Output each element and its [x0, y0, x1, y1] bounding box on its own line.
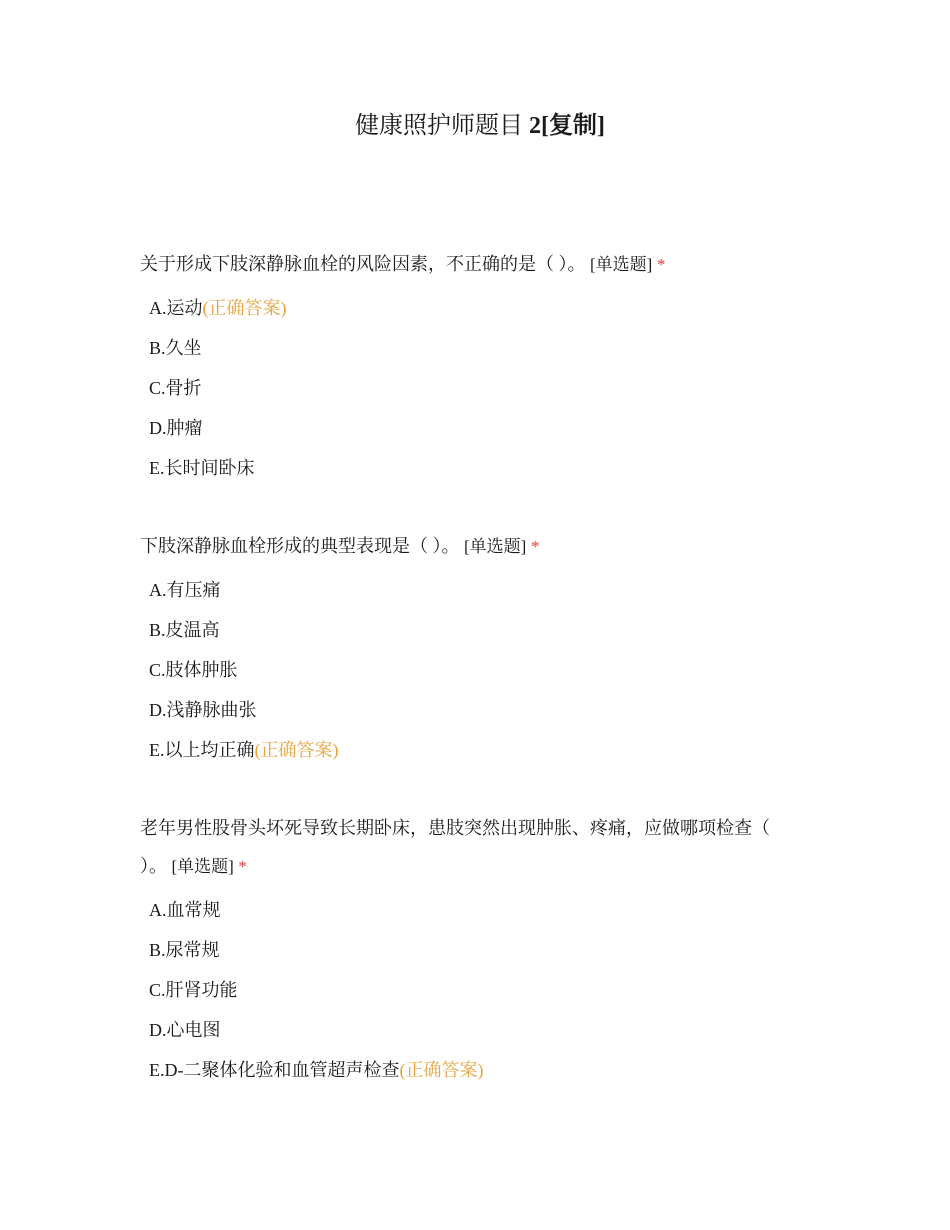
question-3-stem: 老年男性股骨头坏死导致长期卧床，患肢突然出现肿胀、疼痛，应做哪项检查（ ）。: [140, 818, 770, 876]
question-3: [140, 809, 800, 1090]
question-2-text: [140, 527, 800, 566]
question-1-option-b[interactable]: [140, 328, 800, 368]
question-1-option-d[interactable]: [140, 408, 800, 448]
question-1-options: [140, 288, 800, 488]
question-2-option-a[interactable]: [140, 570, 800, 610]
option-label: A.有压痛: [149, 580, 221, 600]
question-3-options: [140, 890, 800, 1090]
question-1-stem: 关于形成下肢深静脉血栓的风险因素，不正确的是（ ）。: [140, 254, 586, 274]
page-title-suffix: [复制]: [541, 113, 605, 139]
option-label: B.皮温高: [149, 620, 220, 640]
question-2-stem: 下肢深静脉血栓形成的典型表现是（ ）。: [140, 536, 460, 556]
question-2-option-e[interactable]: [140, 730, 800, 770]
question-2-option-c[interactable]: [140, 650, 800, 690]
option-label: D.肿瘤: [149, 418, 203, 438]
question-3-option-a[interactable]: [140, 890, 800, 930]
correct-answer-tag: (正确答案): [254, 740, 339, 760]
question-3-option-c[interactable]: [140, 970, 800, 1010]
question-3-option-b[interactable]: [140, 930, 800, 970]
question-2-required-mark: *: [530, 537, 540, 556]
question-1-required-mark: *: [656, 255, 666, 274]
correct-answer-tag: (正确答案): [202, 298, 287, 318]
correct-answer-tag: (正确答案): [399, 1060, 484, 1080]
question-2-option-b[interactable]: [140, 610, 800, 650]
question-2: [140, 527, 800, 770]
question-1-type-tag: [单选题]: [590, 255, 653, 274]
question-3-text: [140, 809, 800, 886]
option-label: E.以上均正确: [149, 740, 255, 760]
option-label: B.尿常规: [149, 940, 220, 960]
option-label: E.D-二聚体化验和血管超声检查: [149, 1060, 400, 1080]
question-3-option-e[interactable]: [140, 1050, 800, 1090]
page-title: [0, 108, 950, 144]
question-1-option-a[interactable]: [140, 288, 800, 328]
question-3-type-tag: [单选题]: [171, 857, 234, 876]
option-label: B.久坐: [149, 338, 202, 358]
question-3-required-mark: *: [238, 857, 247, 876]
page-title-number: 2: [529, 113, 541, 139]
question-1: [140, 245, 800, 488]
question-1-option-e[interactable]: [140, 448, 800, 488]
option-label: E.长时间卧床: [149, 458, 255, 478]
question-1-text: [140, 245, 800, 284]
option-label: C.骨折: [149, 378, 202, 398]
option-label: C.肝肾功能: [149, 980, 238, 1000]
question-2-options: [140, 570, 800, 770]
question-3-option-d[interactable]: [140, 1010, 800, 1050]
question-1-option-c[interactable]: [140, 368, 800, 408]
option-label: A.血常规: [149, 900, 221, 920]
option-label: A.运动: [149, 298, 203, 318]
page-title-text: 健康照护师题目: [355, 113, 523, 139]
option-label: D.心电图: [149, 1020, 221, 1040]
question-2-type-tag: [单选题]: [464, 537, 527, 556]
option-label: C.肢体肿胀: [149, 660, 238, 680]
option-label: D.浅静脉曲张: [149, 700, 257, 720]
question-2-option-d[interactable]: [140, 690, 800, 730]
